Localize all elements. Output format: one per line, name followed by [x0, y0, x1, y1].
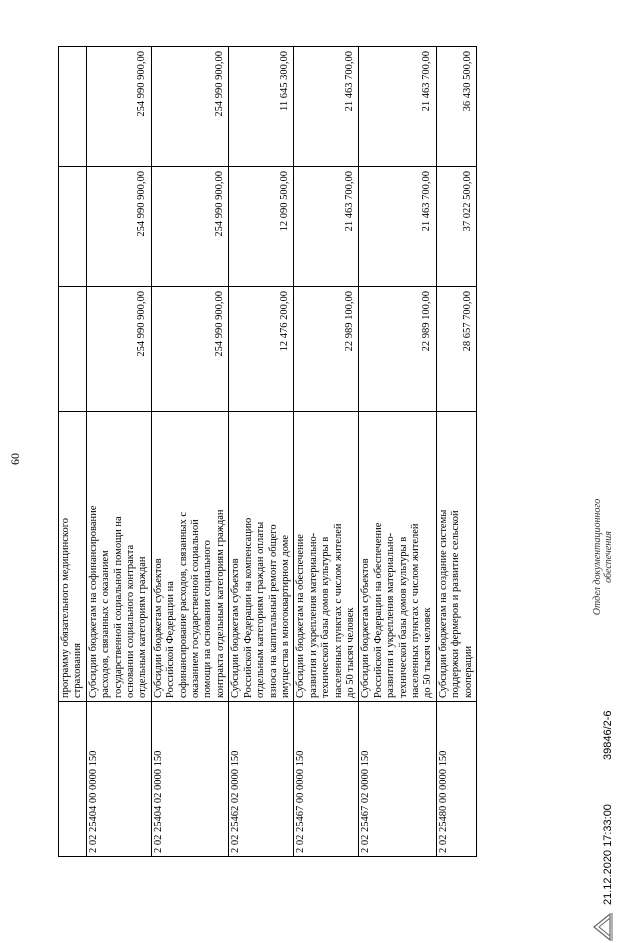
- revenue-name-cell: Субсидии бюджетам субъектов Российской Федерации на софинансирование расходов, связанных с оказанием государственной социальной помощи на основании социального контракта отдельным категориям граждан: [151, 412, 228, 702]
- amount-year3-cell: 36 430 500,00: [436, 47, 476, 167]
- amount-year1-cell: 28 657 700,00: [436, 287, 476, 412]
- budget-table: [58, 46, 477, 857]
- table-row: [59, 47, 87, 857]
- amount-year2-cell: 21 463 700,00: [359, 167, 436, 287]
- page-number: 60: [8, 453, 22, 465]
- amount-year1-cell: [59, 287, 87, 412]
- amount-year1-cell: 12 476 200,00: [229, 287, 294, 412]
- amount-year2-cell: 37 022 500,00: [436, 167, 476, 287]
- table-row: [86, 47, 151, 857]
- amount-year2-cell: 21 463 700,00: [294, 167, 359, 287]
- revenue-name-cell: Субсидии бюджетам на софинансирование расходов, связанных с оказанием государственной социальной помощи на основании социального контракта отдельным категориям граждан: [86, 412, 151, 702]
- revenue-name-cell: программу обязательного медицинского страхования: [59, 412, 87, 702]
- amount-year2-cell: 12 090 500,00: [229, 167, 294, 287]
- budget-code-cell: 2 02 25467 00 0000 150: [294, 702, 359, 857]
- budget-code-cell: 2 02 25480 00 0000 150: [436, 702, 476, 857]
- amount-year2-cell: 254 990 900,00: [86, 167, 151, 287]
- amount-year2-cell: [59, 167, 87, 287]
- amount-year3-cell: [59, 47, 87, 167]
- budget-code-cell: 2 02 25462 02 0000 150: [229, 702, 294, 857]
- print-timestamp: 21.12.2020 17:33:00: [602, 804, 614, 905]
- amount-year1-cell: 22 989 100,00: [359, 287, 436, 412]
- budget-code-cell: 2 02 25404 00 0000 150: [86, 702, 151, 857]
- amount-year1-cell: 254 990 900,00: [86, 287, 151, 412]
- table-row: [151, 47, 228, 857]
- table-row: [229, 47, 294, 857]
- amount-year3-cell: 254 990 900,00: [151, 47, 228, 167]
- amount-year3-cell: 21 463 700,00: [294, 47, 359, 167]
- amount-year3-cell: 11 645 300,00: [229, 47, 294, 167]
- budget-code-cell: 2 02 25404 02 0000 150: [151, 702, 228, 857]
- revenue-name-cell: Субсидии бюджетам на создание системы поддержки фермеров и развитие сельской кооперации: [436, 412, 476, 702]
- table-row: [436, 47, 476, 857]
- amount-year3-cell: 254 990 900,00: [86, 47, 151, 167]
- budget-code-cell: 2 02 25467 02 0000 150: [359, 702, 436, 857]
- organization-logo-icon: [588, 911, 614, 943]
- amount-year3-cell: 21 463 700,00: [359, 47, 436, 167]
- amount-year1-cell: 22 989 100,00: [294, 287, 359, 412]
- revenue-name-cell: Субсидии бюджетам субъектов Российской Федерации на обеспечение развития и укрепления материально- технической базы домов культуры в населенных пунктах с числом жителей до 50 тысяч человек: [359, 412, 436, 702]
- revenue-name-cell: Субсидии бюджетам субъектов Российской Федерации на компенсацию отдельным категориям граждан оплаты взноса на капитальный ремонт общего имущества в многоквартирном доме: [229, 412, 294, 702]
- document-number: 39846/2-6: [602, 710, 614, 760]
- department-stamp: Отдел документационного обеспечения: [592, 498, 614, 616]
- amount-year2-cell: 254 990 900,00: [151, 167, 228, 287]
- revenue-name-cell: Субсидии бюджетам на обеспечение развития и укрепления материально- технической базы домов культуры в населенных пунктах с числом жителей до 50 тысяч человек: [294, 412, 359, 702]
- table-row: [359, 47, 436, 857]
- table-row: [294, 47, 359, 857]
- amount-year1-cell: 254 990 900,00: [151, 287, 228, 412]
- budget-code-cell: [59, 702, 87, 857]
